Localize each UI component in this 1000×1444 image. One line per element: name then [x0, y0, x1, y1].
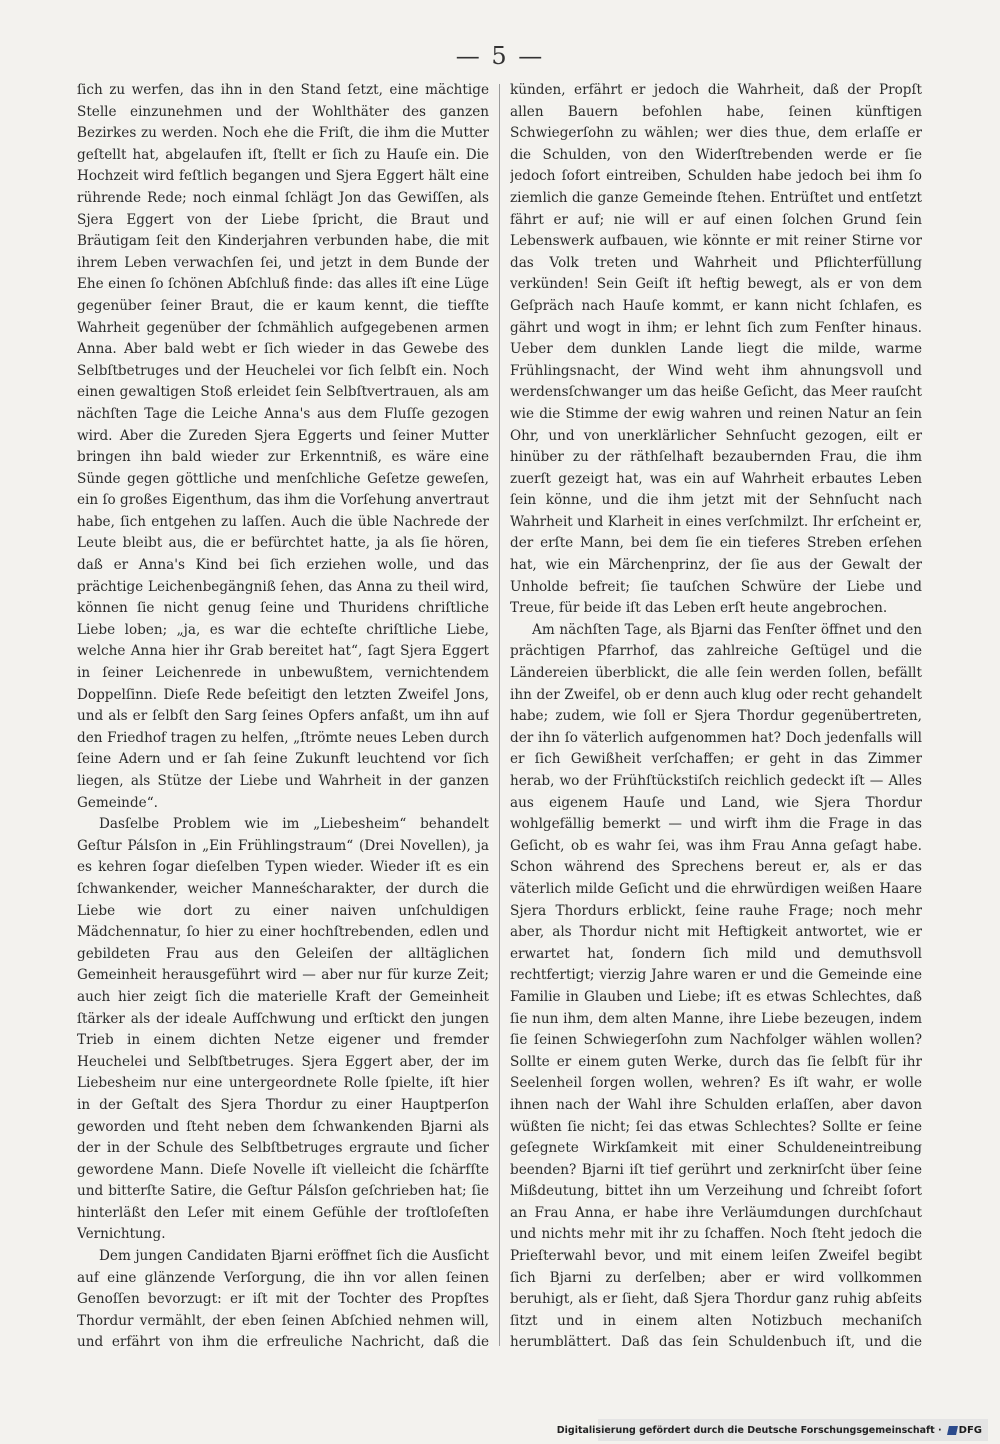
right-column	[510, 80, 922, 1350]
column-divider	[499, 84, 500, 1346]
footer-credit: Digitalisierung gefördert durch die Deutsche Forschungsgemeinschaft ·	[556, 1424, 942, 1436]
dfg-logo-text: DFG	[958, 1424, 982, 1436]
right-paragraph-2: Am nächſten Tage, als Bjarni das Fenſter öffnet und den prächtigen Pfarrhof, das zahlreiche Geſtügel und die Ländereien überblickt, die alle ſein werden ſollen, befällt ihn der Zweifel, ob er denn auch klug oder recht gehandelt habe; zudem, wie ſoll er Sjera Thordur gegenübertreten, der ihn ſo väterlich aufgenommen hat? Doch jedenfalls will er ſich Gewißheit verſchaffen; er geht in das Zimmer herab, wo der Frühſtückstiſch reichlich gedeckt iſt — Alles aus eigenem Hauſe und Land, wie Sjera Thordur wohlgefällig bemerkt — und wirft ihm die Frage in das Geſicht, ob es wahr ſei, was ihm Frau Anna geſagt habe. Schon während des Sprechens bereut er, als er das väterlich milde Geſicht und die ehrwürdigen weißen Haare Sjera Thordurs erblickt, ſeine rauhe Frage; noch mehr aber, als Thordur nicht mit Heftigkeit antwortet, wie er erwartet hat, ſondern ſich mild und demuthsvoll rechtfertigt; vierzig Jahre waren er und die Gemeinde eine Familie in Glauben und Liebe; iſt es etwas Schlechtes, daß ſie nun ihm, dem alten Manne, ihre Liebe bezeugen, indem ſie ſeinen Schwiegerſohn zum Nachfolger wählen wollen? Sollte er einem guten Werke, durch das ſie ſelbſt für ihr Seelenheil ſorgen wollen, wehren? Es iſt wahr, er wolle ihnen nach der Wahl ihre Schulden erlaſſen, aber davon wüßten ſie nicht; ſei das etwas Schlechtes? Sollte er ſeine geſegnete Wirkſamkeit mit einer Schuldeneintreibung beenden? Bjarni iſt tief gerührt und zerknirſcht über ſeine Mißdeutung, bittet ihn um Verzeihung und ſchreibt ſofort an Frau Anna, er habe ihre Verläumdungen durchſchaut und nichts mehr mit ihr zu ſchaffen. Noch ſteht jedoch die Prieſterwahl bevor, und mit einem leiſen Zweifel begibt ſich Bjarni zu derſelben; aber er wird vollkommen beruhigt, als er ſieht, daß Sjera Thordur ganz ruhig abſeits ſitzt und in einem alten Notizbuch mechaniſch herumblättert. Daß das ſein Schuldenbuch iſt, und die	[510, 621, 922, 1350]
page-number: — 5 —	[455, 42, 545, 70]
dfg-mark-icon	[947, 1426, 958, 1435]
left-paragraph-1: ſich zu werfen, das ihn in den Stand ſetzt, eine mächtige Stelle einzunehmen und der Wohlthäter des ganzen Bezirkes zu werden. Noch ehe die Friſt, die ihm die Mutter geſtellt hat, abgelaufen iſt, ſtellt er ſich zu Hauſe ein. Die Hochzeit wird feſtlich begangen und Sjera Eggert hält eine rührende Rede; noch einmal ſchlägt Jon das Gewiſſen, als Sjera Eggert von der Liebe ſpricht, die Braut und Bräutigam ſeit den Kinderjahren verbunden habe, die mit ihrem Leben verwachſen ſei, und jetzt in dem Bunde der Ehe einen ſo ſchönen Abſchluß finde: das alles iſt eine Lüge gegenüber ſeiner Braut, die er kaum kennt, die tiefſte Wahrheit gegenüber der ſchmählich aufgegebenen armen Anna. Aber bald webt er ſich wieder in das Gewebe des Selbſtbetruges und der Heuchelei vor ſich ſelbſt ein. Noch einen gewaltigen Stoß erleidet ſein Selbſtvertrauen, als am nächſten Tage die Leiche Anna's aus dem Fluſſe gezogen wird. Aber die Zureden Sjera Eggerts und ſeiner Mutter bringen ihn bald wieder zur Erkenntniß, es wäre eine Sünde gegen göttliche und menſchliche Geſetze geweſen, ein ſo großes Eigenthum, das ihm die Vorſehung anvertraut habe, ſich entgehen zu laſſen. Auch die üble Nachrede der Leute bleibt aus, die er befürchtet hatte, ja als ſie hören, daß er Anna's Kind bei ſich erziehen wolle, und das prächtige Leichenbegängniß ſehen, das Anna zu theil wird, können ſie nicht genug ſeine und Thuridens chriſtliche Liebe loben; „ja, es war die echteſte chriſtliche Liebe, welche Anna hier ihr Grab bereitet hat“, ſagt Sjera Eggert in ſeiner Leichenrede in unbewußtem, vernichtendem Doppelſinn. Dieſe Rede beſeitigt den letzten Zweifel Jons, und als er ſelbſt den Sarg ſeines Opfers anfaßt, um ihn auf den Friedhof tragen zu helfen, „ſtrömte neues Leben durch ſeine Adern und er ſah ſeine Zukunft leuchtend vor ſich liegen, als Stütze der Liebe und Wahrheit in der ganzen Gemeinde“.	[77, 82, 489, 811]
right-paragraph-1: künden, erfährt er jedoch die Wahrheit, daß der Propſt allen Bauern befohlen habe, ſeinen künftigen Schwiegerſohn zu wählen; wer dies thue, dem erlaſſe er die Schulden, von den Widerſtrebenden werde er ſie jedoch ſofort eintreiben, Schulden habe jedoch bei ihm ſo ziemlich die ganze Gemeinde ſtehen. Entrüſtet und entſetzt fährt er auf; nie will er auf einen ſolchen Grund ſein Lebenswerk aufbauen, wie könnte er mit reiner Stirne vor das Volk treten und Wahrheit und Pflichterfüllung verkünden! Sein Geiſt iſt heftig bewegt, als er von dem Geſpräch nach Hauſe kommt, er kann nicht ſchlafen, es gährt und wogt in ihm; er lehnt ſich zum Fenſter hinaus. Ueber dem dunklen Lande liegt die milde, warme Frühlingsnacht, der Wind weht ihm ahnungsvoll und werdensſchwanger um das heiße Geſicht, das Meer rauſcht wie die Stimme der ewig wahren und reinen Natur an ſein Ohr, und von unerklärlicher Sehnſucht gezogen, eilt er hinüber zu der räthſelhaft bezaubernden Frau, die ihm zuerſt gezeigt hat, was ein auf Wahrheit erbautes Leben ſein könne, und die ihm jetzt mit der Sehnſucht nach Wahrheit und Klarheit in eines verſchmilzt. Ihr erſcheint er, der erſte Mann, bei dem ſie ein tieferes Streben erſehen hat, wie ein Märchenprinz, der ſie aus der Gewalt der Unholde befreit; ſie tauſchen Schwüre der Liebe und Treue, für beide iſt das Leben erſt heute angebrochen.	[510, 82, 922, 617]
left-paragraph-2: Dasſelbe Problem wie im „Liebesheim“ behandelt Geſtur Pálsſon in „Ein Frühlingstraum“ (Drei Novellen), ja es kehren ſogar dieſelben Typen wieder. Wieder iſt es ein ſchwankender, weicher Manneścharakter, der durch die Liebe wie dort zu einer naiven unſchuldigen Mädchennatur, ſo hier zu einer hochſtrebenden, edlen und gebildeten Frau aus den Geleiſen der alltäglichen Gemeinheit herausgeführt wird — aber nur für kurze Zeit; auch hier zeigt ſich die materielle Kraft der Gemeinheit ſtärker als der ideale Aufſchwung und erſtickt den jungen Trieb in einem dichten Netze eigener und fremder Heuchelei und Selbſtbetruges. Sjera Eggert aber, der im Liebesheim nur eine untergeordnete Rolle ſpielte, iſt hier in der Geſtalt des Sjera Thordur zu einer Hauptperſon geworden und ſteht neben dem ſchwankenden Bjarni als der in der Schule des Selbſtbetruges ergraute und ſicher gewordene Mann. Dieſe Novelle iſt vielleicht die ſchärfſte und bitterſte Satire, die Geſtur Pálsſon geſchrieben hat; ſie hinterläßt den Leſer mit einem Gefühle der troſtloſeſten Vernichtung.	[77, 816, 489, 1243]
left-column	[77, 80, 489, 1350]
dfg-footer-bar	[556, 1419, 988, 1441]
dfg-logo	[948, 1425, 982, 1436]
left-paragraph-3: Dem jungen Candidaten Bjarni eröffnet ſich die Ausſicht auf eine glänzende Verſorgung, die ihn vor allen ſeinen Genoſſen bevorzugt: er iſt mit der Tochter des Propſtes Thordur vermählt, der eben ſeinen Abſchied nehmen will, und erfährt von ihm die erfreuliche Nachricht, daß die	[77, 1248, 489, 1350]
